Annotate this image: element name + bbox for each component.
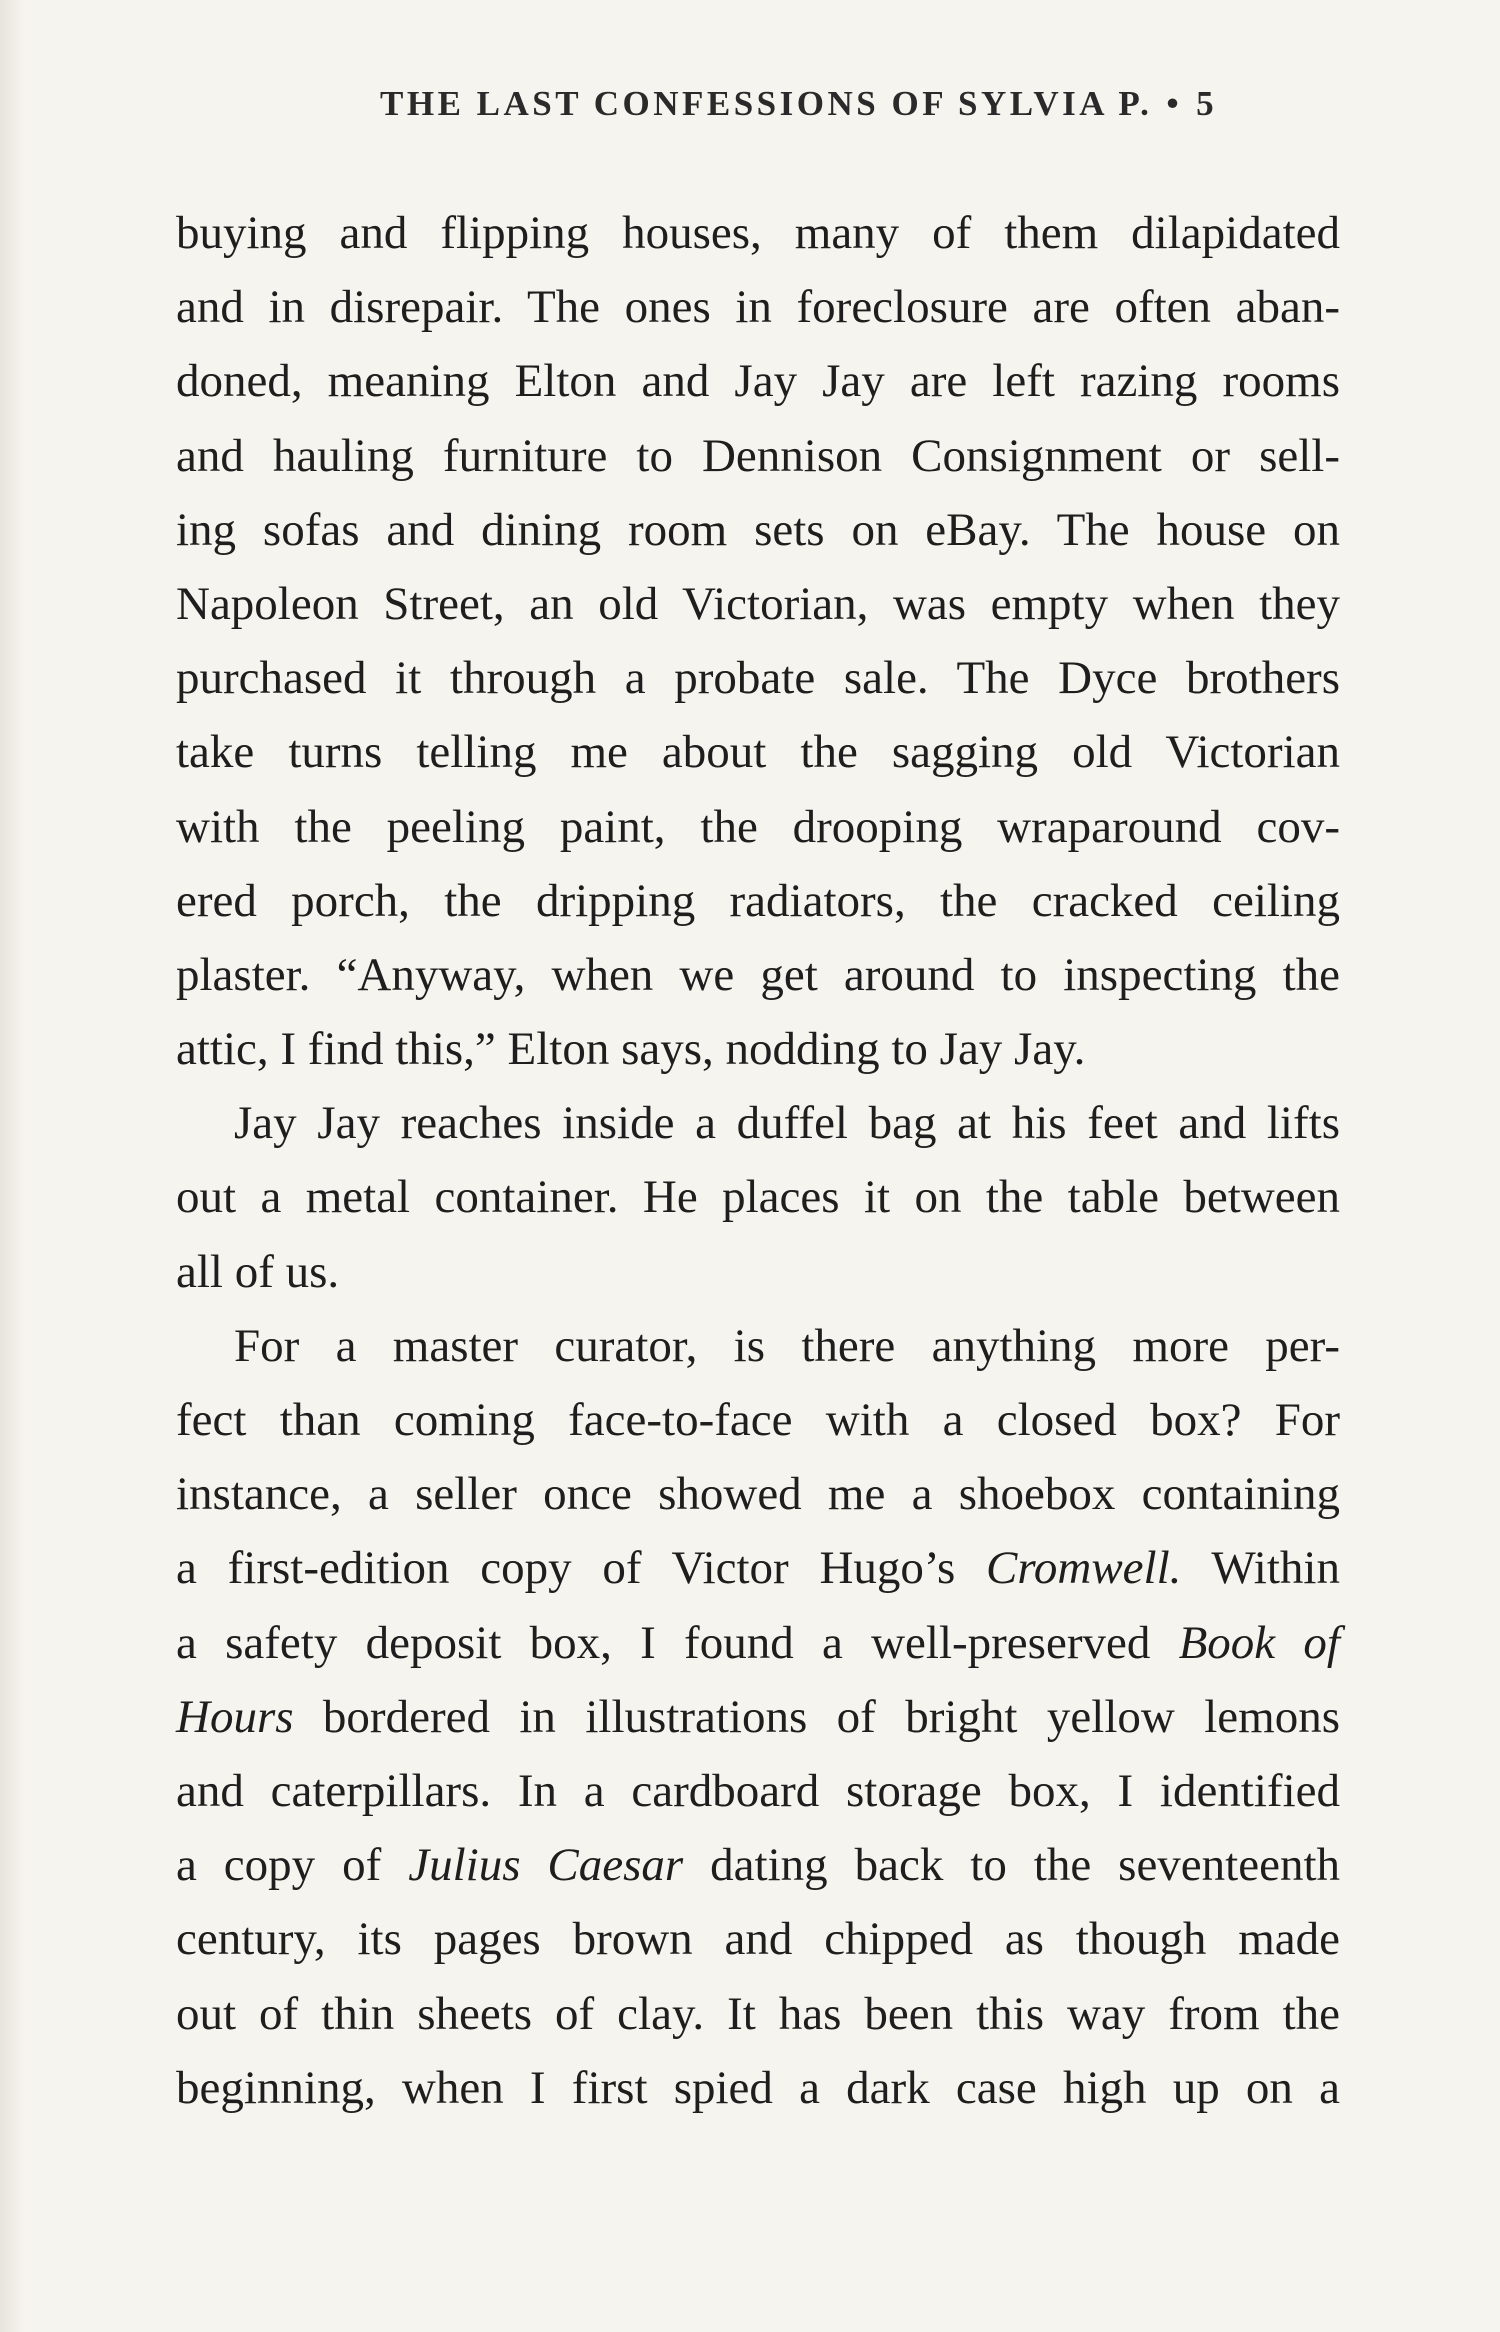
text-line: and in disrepair. The ones in foreclosure are often aban- bbox=[176, 281, 1340, 334]
page-number: 5 bbox=[1196, 84, 1218, 123]
line-text: dating back to the seventeenth bbox=[683, 1839, 1340, 1892]
gutter-shadow bbox=[0, 0, 24, 2332]
text-line: doned, meaning Elton and Jay Jay are left razing rooms bbox=[176, 355, 1340, 408]
book-title: THE LAST CONFESSIONS OF SYLVIA P. bbox=[380, 84, 1153, 123]
text-line: purchased it through a probate sale. The Dyce brothers bbox=[176, 652, 1340, 705]
running-head bbox=[380, 84, 1340, 124]
text-line: attic, I find this,” Elton says, nodding to Jay Jay. bbox=[176, 1023, 1086, 1076]
book-title-book-of-hours: Book of bbox=[1178, 1616, 1340, 1669]
text-line bbox=[176, 1828, 1340, 1902]
line-text: Within bbox=[1181, 1542, 1340, 1595]
text-line: all of us. bbox=[176, 1245, 340, 1298]
line-text: a safety deposit box, I found a well-preserved bbox=[176, 1616, 1179, 1669]
text-line: plaster. “Anyway, when we get around to inspecting the bbox=[176, 948, 1340, 1001]
paragraph-start-line: Jay Jay reaches inside a duffel bag at his feet and lifts bbox=[234, 1097, 1340, 1150]
text-line: take turns telling me about the sagging old Victorian bbox=[176, 726, 1340, 779]
text-line: out a metal container. He places it on the table between bbox=[176, 1171, 1340, 1224]
paragraph-start-line: For a master curator, is there anything more per- bbox=[234, 1319, 1340, 1372]
book-title-cromwell: Cromwell. bbox=[986, 1542, 1182, 1595]
line-text: a first-edition copy of Victor Hugo’s bbox=[176, 1542, 986, 1595]
body-text bbox=[176, 196, 1340, 2125]
text-line: beginning, when I first spied a dark case high up on a bbox=[176, 2061, 1340, 2114]
line-text: bordered in illustrations of bright yellow lemons bbox=[293, 1690, 1340, 1743]
text-line: century, its pages brown and chipped as though made bbox=[176, 1913, 1340, 1966]
text-line: fect than coming face-to-face with a closed box? For bbox=[176, 1394, 1340, 1446]
text-line bbox=[176, 1606, 1340, 1680]
text-line: and hauling furniture to Dennison Consignment or sell- bbox=[176, 429, 1340, 482]
book-title-hours: Hours bbox=[176, 1690, 294, 1743]
text-line: with the peeling paint, the drooping wraparound cov- bbox=[176, 800, 1340, 853]
text-line: Napoleon Street, an old Victorian, was empty when they bbox=[176, 577, 1340, 630]
header-separator: • bbox=[1166, 84, 1183, 123]
text-line bbox=[176, 1531, 1340, 1605]
text-line: ered porch, the dripping radiators, the cracked ceiling bbox=[176, 874, 1340, 927]
text-line: out of thin sheets of clay. It has been this way from the bbox=[176, 1987, 1340, 2040]
text-line: instance, a seller once showed me a shoebox containing bbox=[176, 1468, 1340, 1521]
text-line: ing sofas and dining room sets on eBay. The house on bbox=[176, 503, 1340, 556]
text-line bbox=[176, 1680, 1340, 1754]
text-line: and caterpillars. In a cardboard storage box, I identified bbox=[176, 1764, 1340, 1817]
line-text: a copy of bbox=[176, 1839, 409, 1892]
book-title-julius-caesar: Julius Caesar bbox=[408, 1839, 684, 1892]
text-line: buying and flipping houses, many of them dilapidated bbox=[176, 207, 1340, 259]
